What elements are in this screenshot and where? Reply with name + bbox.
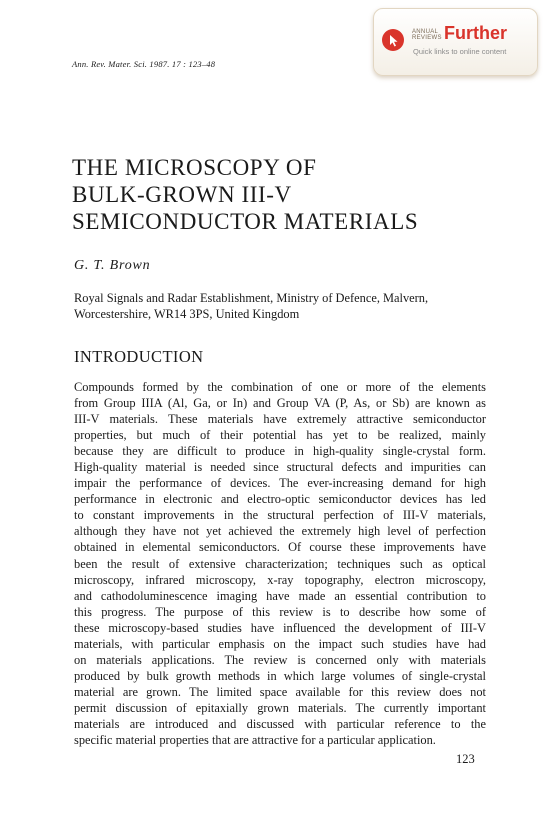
- click-icon: [382, 29, 404, 51]
- title-line: BULK-GROWN III-V: [72, 182, 292, 207]
- further-subtitle: Quick links to online content: [413, 47, 507, 56]
- body-line: permit discussion of epitaxially grown materials. The currently important: [74, 700, 486, 715]
- body-line: properties, but much of their potential has yet to be realized, mainly: [74, 428, 486, 443]
- body-line: materials are introduced and discussed with particular reference to the: [74, 716, 486, 731]
- body-line: although they have not yet achieved the extremely high level of perfection: [74, 524, 486, 539]
- body-line: microscopy, infrared microscopy, x-ray topography, electron microscopy,: [74, 572, 486, 587]
- body-line: materials, with particular emphasis on the impact such studies have had: [74, 636, 486, 651]
- further-title: Further: [444, 23, 507, 43]
- affiliation-line: Royal Signals and Radar Establishment, Ministry of Defence, Malvern,: [74, 291, 429, 305]
- body-line: performance in electronic and electro-optic semiconductor devices has led: [74, 492, 486, 507]
- annual-reviews-further-banner[interactable]: [373, 8, 538, 76]
- brand-line-1: ANNUAL: [412, 29, 439, 35]
- body-line: obtained in elemental semiconductors. Of course these improvements have: [74, 540, 486, 555]
- body-line: on materials applications. The review is concerned only with materials: [74, 652, 486, 667]
- body-line: and cathodoluminescence imaging have made an essential contribution to: [74, 588, 486, 603]
- introduction-paragraph: [74, 379, 486, 748]
- title-line: THE MICROSCOPY OF: [72, 155, 317, 180]
- body-line: to constant improvements in the structural perfection of III-V materials,: [74, 508, 486, 523]
- body-line: this progress. The purpose of this review is to describe how some of: [74, 604, 486, 619]
- page-number: 123: [456, 752, 475, 766]
- journal-citation: Ann. Rev. Mater. Sci. 1987. 17 : 123–48: [72, 59, 216, 69]
- annual-reviews-logo-text: [412, 29, 442, 41]
- brand-line-2: REVIEWS: [412, 35, 442, 41]
- body-line: these microscopy-based studies have influenced the development of III-V: [74, 620, 486, 635]
- body-line: High-quality material is needed since structural defects and impurities can: [74, 460, 486, 475]
- body-line: III-V materials. These materials have extremely attractive semiconductor: [74, 412, 486, 427]
- body-line: from Group IIIA (Al, Ga, or In) and Group VA (P, As, or Sb) are known as: [74, 396, 486, 411]
- body-line: been the result of extensive characterization; techniques such as optical: [74, 556, 486, 571]
- title-line: SEMICONDUCTOR MATERIALS: [72, 209, 419, 234]
- body-line: impair the performance of devices. The ever-increasing demand for high: [74, 476, 486, 491]
- affiliation-line: Worcestershire, WR14 3PS, United Kingdom: [74, 306, 300, 321]
- body-line: material are grown. The limited space available for this review does not: [74, 684, 486, 699]
- body-line: specific material properties that are attractive for a particular application.: [74, 733, 436, 748]
- body-line: produced by bulk growth methods in which large volumes of single-crystal: [74, 668, 486, 683]
- section-heading: INTRODUCTION: [74, 347, 204, 366]
- body-line: Compounds formed by the combination of one or more of the elements: [74, 380, 486, 394]
- article-title: [72, 154, 418, 235]
- author-name: G. T. Brown: [74, 258, 151, 273]
- author-affiliation: [74, 291, 486, 322]
- body-line: because they are difficult to produce in high-quality single-crystal form.: [74, 444, 486, 459]
